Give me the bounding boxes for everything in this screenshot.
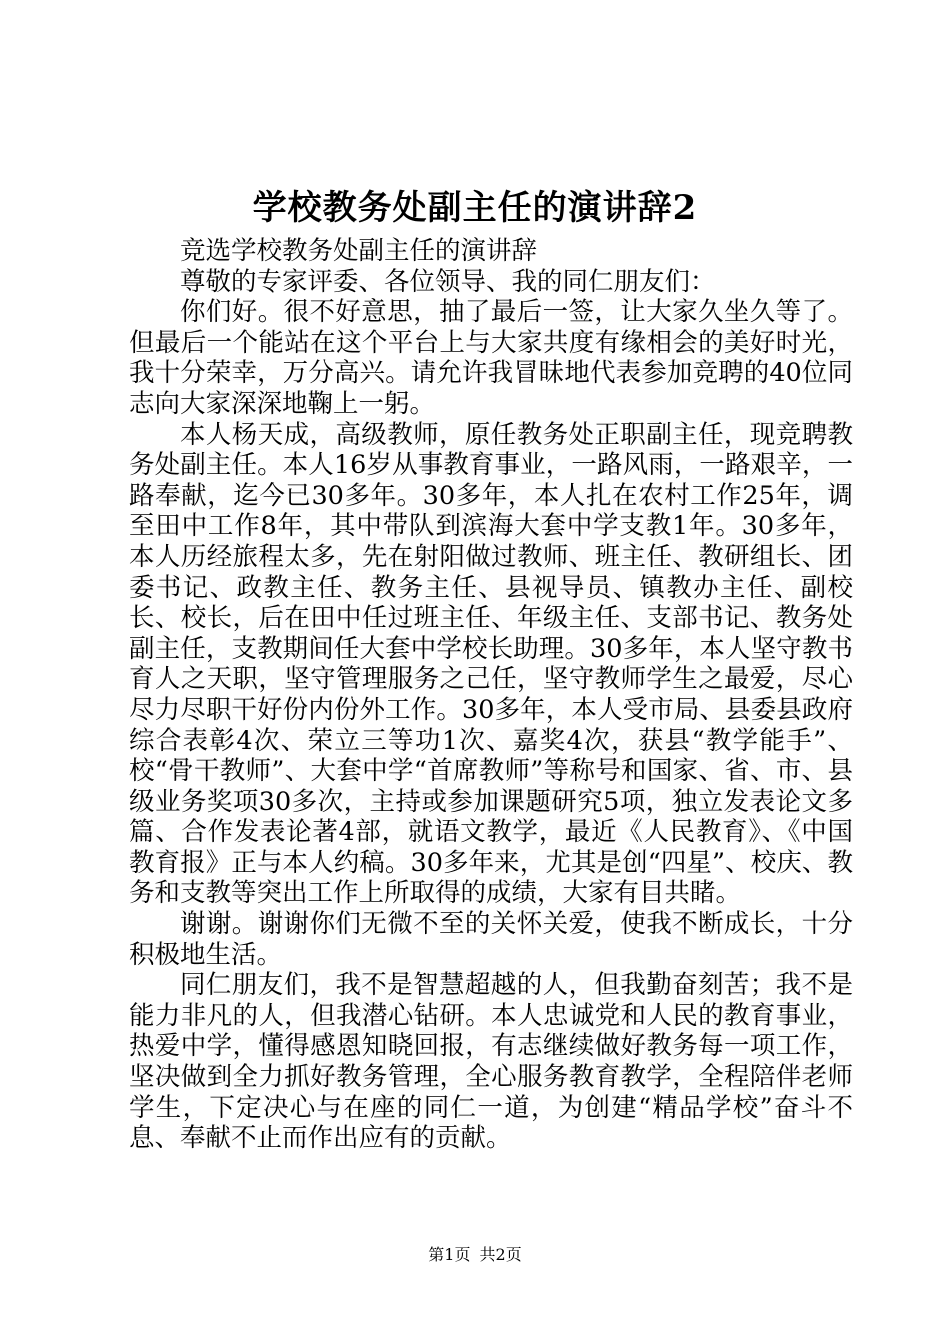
page-footer (0, 1243, 950, 1267)
page-number-current: 第1页 (428, 1245, 471, 1264)
document-title: 学校教务处副主任的演讲辞2 (252, 188, 698, 228)
paragraph-thanks: 谢谢。谢谢你们无微不至的关怀关爱，使我不断成长，十分积极地生活。 (129, 909, 853, 970)
paragraph-subtitle: 竞选学校教务处副主任的演讲辞 (180, 236, 538, 266)
paragraph-commitment: 同仁朋友们，我不是智慧超越的人，但我勤奋刻苦；我不是能力非凡的人，但我潜心钻研。本人忠诚党和人民的教育事业，热爱中学，懂得感恩知晓回报，有志继续做好教务每一项工作，坚决做到全力抓好教务管理，全心服务教育教学，全程陪伴老师学生，下定决心与在座的同仁一道，为创建“精品学校”奋斗不息、奉献不止而作出应有的贡献。 (129, 970, 853, 1154)
paragraph-greeting: 你们好。很不好意思，抽了最后一签，让大家久坐久等了。但最后一个能站在这个平台上与大家共度有缘相会的美好时光，我十分荣幸，万分高兴。请允许我冒昧地代表参加竞聘的40位同志向大家深深地鞠上一躬。 (129, 297, 853, 419)
paragraph-salutation: 尊敬的专家评委、各位领导、我的同仁朋友们： (180, 266, 716, 297)
page-number-total: 共2页 (479, 1245, 522, 1264)
document-body (129, 236, 853, 1154)
paragraph-self-introduction: 本人杨天成，高级教师，原任教务处正职副主任，现竞聘教务处副主任。本人16岁从事教育事业，一路风雨，一路艰辛，一路奉献，迄今已30多年。30多年，本人扎在农村工作25年，调至田中工作8年，其中带队到滨海大套中学支教1年。30多年，本人历经旅程太多，先在射阳做过教师、班主任、教研组长、团委书记、政教主任、教务主任、县视导员、镇教办主任、副校长、校长，后在田中任过班主任、年级主任、支部书记、教务处副主任，支教期间任大套中学校长助理。30多年，本人坚守教书育人之天职，坚守管理服务之己任，坚守教师学生之最爱，尽心尽力尽职干好份内份外工作。30多年，本人受市局、县委县政府综合表彰4次、荣立三等功1次、嘉奖4次，获县“教学能手”、校“骨干教师”、大套中学“首席教师”等称号和国家、省、市、县级业务奖项30多次，主持或参加课题研究5项，独立发表论文多篇、合作发表论著4部，就语文教学，最近《人民教育》、《中国教育报》正与本人约稿。30多年来，尤其是创“四星”、校庆、教务和支教等突出工作上所取得的成绩，大家有目共睹。 (129, 419, 853, 909)
